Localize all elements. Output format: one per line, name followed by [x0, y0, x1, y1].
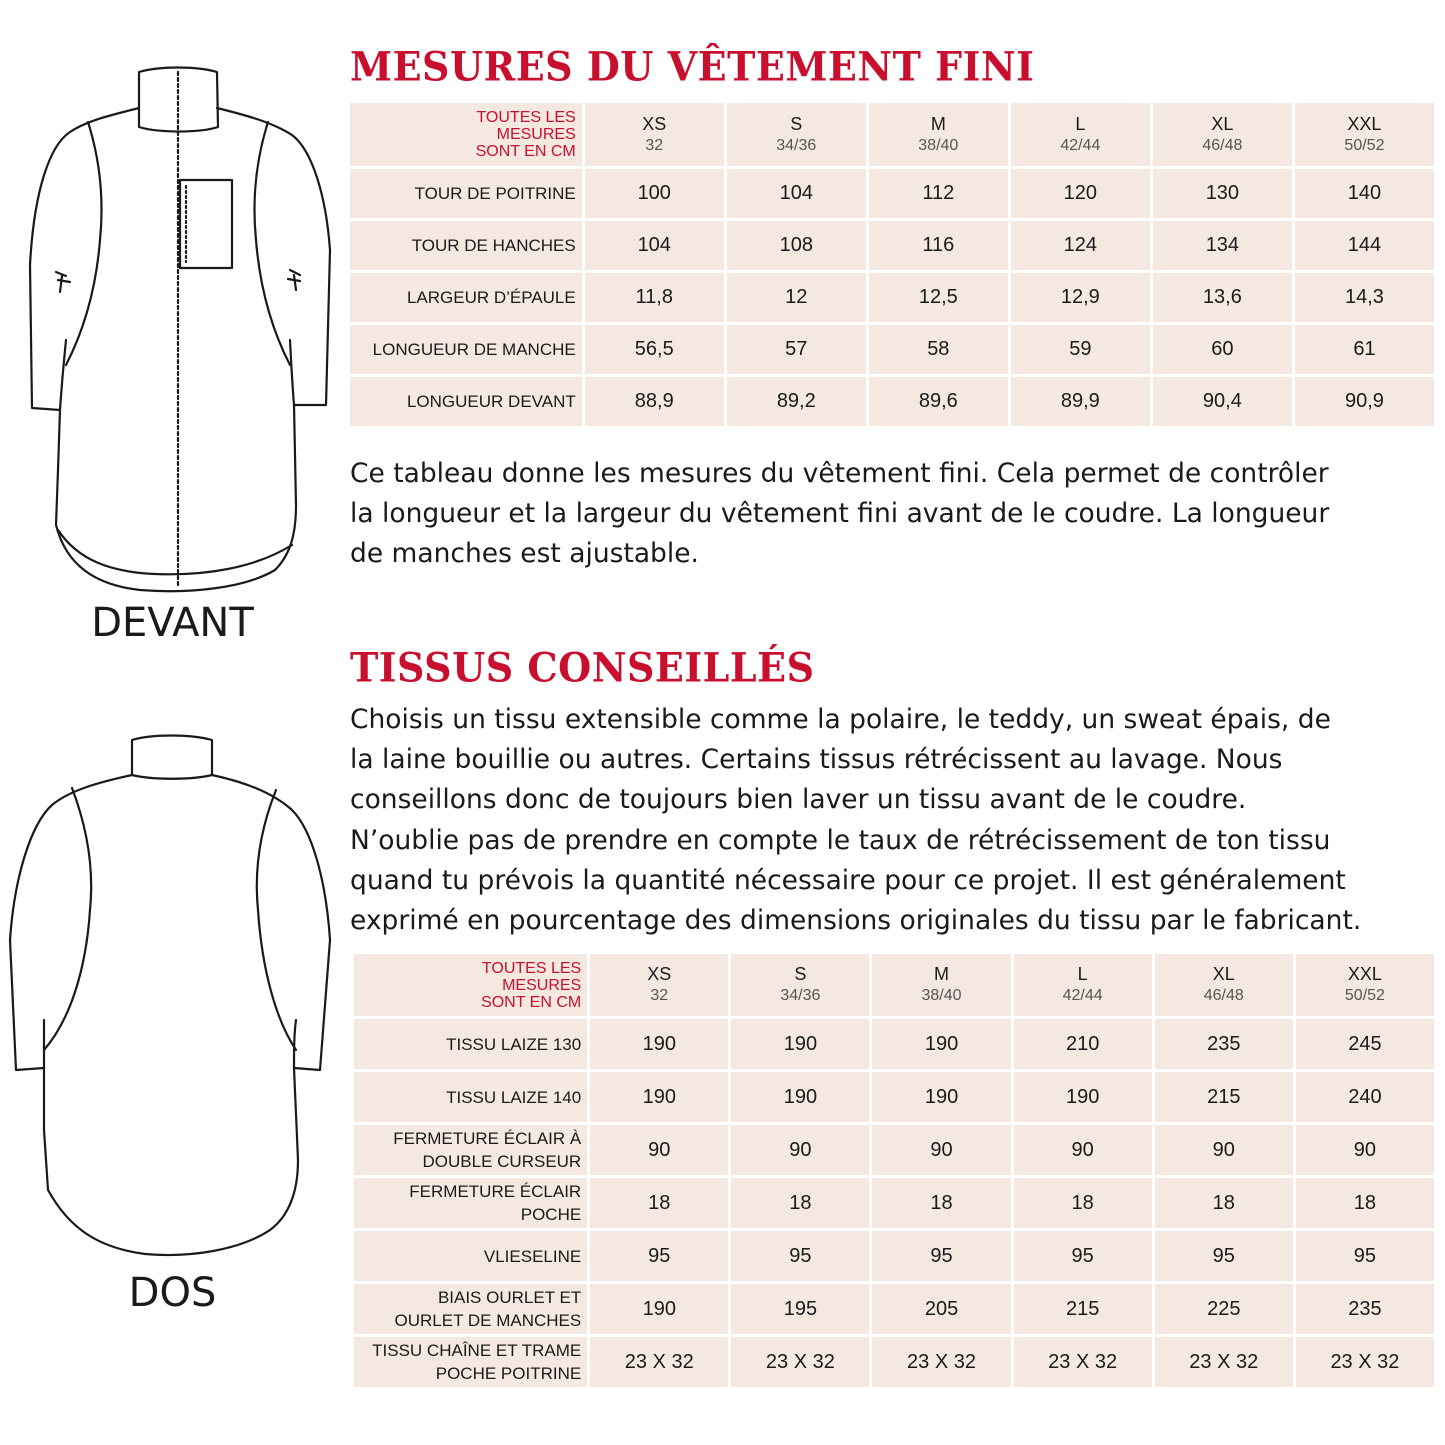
table-cell: 18 [1155, 1178, 1293, 1228]
table-cell: 18 [1296, 1178, 1434, 1228]
paragraph-line: la longueur et la largeur du vêtement fini avant de le coudre. La longueur [350, 498, 1330, 530]
table-cell: 195 [731, 1284, 869, 1334]
table-cell: 95 [1296, 1231, 1434, 1281]
size-name: XL [1211, 113, 1234, 134]
table-cell: 23 X 32 [872, 1337, 1010, 1387]
table-row [350, 325, 1434, 374]
units-note-line: TOUTES LES [481, 959, 582, 977]
table-cell: 23 X 32 [590, 1337, 728, 1387]
back-drawing [0, 730, 345, 1330]
table-cell: 95 [590, 1231, 728, 1281]
table-cell: 116 [869, 221, 1008, 270]
table-cell: 90 [1155, 1125, 1293, 1175]
table-cell: 90,4 [1153, 377, 1292, 426]
row-label-line: TISSU LAIZE 130 [446, 1034, 582, 1054]
table-cell: 18 [590, 1178, 728, 1228]
row-label [354, 1337, 587, 1387]
table-cell: 12 [727, 273, 866, 322]
row-label-line: OURLET DE MANCHES [394, 1311, 582, 1330]
table-cell: 59 [1011, 325, 1150, 374]
table-cell: 190 [731, 1019, 869, 1069]
row-label-line: DOUBLE CURSEUR [422, 1152, 582, 1171]
table-cell: 95 [1014, 1231, 1152, 1281]
size-eu: 32 [645, 136, 664, 154]
table-cell: 215 [1155, 1072, 1293, 1122]
table-cell: 235 [1155, 1019, 1293, 1069]
table-cell: 95 [872, 1231, 1010, 1281]
table-cell: 190 [590, 1284, 728, 1334]
table-cell: 57 [727, 325, 866, 374]
size-header [1153, 103, 1292, 166]
table-cell: 190 [731, 1072, 869, 1122]
size-eu: 38/40 [918, 136, 959, 154]
table-cell: 14,3 [1295, 273, 1434, 322]
table-cell: 90,9 [1295, 377, 1434, 426]
row-label [354, 1072, 587, 1122]
table-cell: 23 X 32 [731, 1337, 869, 1387]
size-eu: 50/52 [1344, 136, 1385, 154]
header-row [354, 954, 1434, 1016]
table-row [354, 1231, 1434, 1281]
table-cell: 240 [1296, 1072, 1434, 1122]
back-label: DOS [128, 1270, 217, 1316]
table-cell: 205 [872, 1284, 1010, 1334]
fabrics-heading: TISSUS CONSEILLÉS [350, 643, 815, 692]
row-label-line: TISSU CHAÎNE ET TRAME [372, 1341, 582, 1360]
size-eu: 46/48 [1202, 136, 1243, 154]
table-cell: 23 X 32 [1155, 1337, 1293, 1387]
table-cell: 90 [872, 1125, 1010, 1175]
table-cell: 144 [1295, 221, 1434, 270]
table-cell: 95 [1155, 1231, 1293, 1281]
table-row [354, 1178, 1434, 1228]
row-label-line: TOUR DE HANCHES [411, 236, 576, 255]
size-eu: 46/48 [1203, 987, 1244, 1004]
size-name: L [1077, 964, 1088, 984]
units-note-line: TOUTES LES [476, 109, 576, 126]
row-label-line: LARGEUR D’ÉPAULE [406, 288, 576, 307]
front-label: DEVANT [91, 600, 254, 646]
paragraph-line: Choisis un tissu extensible comme la polaire, le teddy, un sweat épais, de [350, 704, 1331, 735]
table-row [354, 1019, 1434, 1069]
row-label-line: FERMETURE ÉCLAIR [409, 1182, 582, 1201]
units-note-line: SONT EN CM [475, 143, 576, 160]
table-row [350, 377, 1434, 426]
row-label-line: FERMETURE ÉCLAIR À [393, 1129, 582, 1148]
size-name: M [930, 113, 946, 134]
paragraph-line: conseillons donc de toujours bien laver un tissu avant de le coudre. [350, 784, 1247, 816]
row-label-line: POCHE POITRINE [435, 1364, 582, 1383]
table-cell: 88,9 [585, 377, 724, 426]
row-label [350, 377, 582, 426]
size-name: XS [647, 964, 672, 984]
table-cell: 18 [872, 1178, 1010, 1228]
size-header [590, 954, 728, 1016]
front-drawing [0, 0, 345, 650]
paragraph-line: exprimé en pourcentage des dimensions originales du tissu par le fabricant. [350, 905, 1362, 937]
table-cell: 18 [1014, 1178, 1152, 1228]
table-cell: 140 [1295, 169, 1434, 218]
table-cell: 11,8 [585, 273, 724, 322]
units-note [354, 954, 587, 1016]
coat-front-illustration [0, 0, 345, 650]
size-eu: 42/44 [1062, 987, 1103, 1004]
coat-back-illustration [0, 730, 345, 1330]
table-cell: 95 [731, 1231, 869, 1281]
row-label [350, 169, 582, 218]
table-cell: 90 [1296, 1125, 1434, 1175]
row-label-line: BIAIS OURLET ET [437, 1288, 582, 1307]
table-cell: 100 [585, 169, 724, 218]
table-cell: 56,5 [585, 325, 724, 374]
table-cell: 23 X 32 [1296, 1337, 1434, 1387]
table-cell: 215 [1014, 1284, 1152, 1334]
table-cell: 12,5 [869, 273, 1008, 322]
row-label-line: TISSU LAIZE 140 [446, 1087, 582, 1107]
size-eu: 34/36 [776, 136, 817, 154]
table-cell: 90 [1014, 1125, 1152, 1175]
size-eu: 42/44 [1060, 136, 1101, 154]
row-label-line: POCHE [520, 1205, 582, 1224]
table-row [350, 221, 1434, 270]
table-cell: 124 [1011, 221, 1150, 270]
table-cell: 89,2 [727, 377, 866, 426]
paragraph-line: quand tu prévois la quantité nécessaire pour ce projet. Il est généralement [350, 864, 1346, 896]
row-label-line: LONGUEUR DE MANCHE [372, 340, 576, 359]
table-cell: 58 [869, 325, 1008, 374]
size-name: XXL [1347, 113, 1382, 134]
size-name: S [790, 113, 803, 134]
table-row [354, 1284, 1434, 1334]
table-cell: 104 [727, 169, 866, 218]
row-label [350, 221, 582, 270]
fabric-requirements-table [351, 951, 1437, 1390]
size-header [727, 103, 866, 166]
units-note [350, 103, 582, 166]
table-cell: 90 [590, 1125, 728, 1175]
row-label [354, 1019, 587, 1069]
table-cell: 13,6 [1153, 273, 1292, 322]
table-cell: 60 [1153, 325, 1292, 374]
paragraph-line: de manches est ajustable. [350, 538, 699, 570]
size-eu: 32 [650, 987, 669, 1004]
size-header [869, 103, 1008, 166]
units-note-line: SONT EN CM [481, 993, 582, 1011]
table-cell: 112 [869, 169, 1008, 218]
size-eu: 50/52 [1344, 987, 1385, 1004]
size-name: XL [1212, 964, 1235, 984]
row-label [354, 1125, 587, 1175]
table-cell: 130 [1153, 169, 1292, 218]
size-name: XXL [1347, 964, 1382, 984]
size-header [731, 954, 869, 1016]
size-eu: 38/40 [921, 987, 962, 1004]
table-cell: 190 [1014, 1072, 1152, 1122]
table-row [350, 273, 1434, 322]
table-row [354, 1337, 1434, 1387]
header-row [350, 103, 1434, 166]
measurements-heading: MESURES DU VÊTEMENT FINI [350, 42, 1035, 91]
size-eu: 34/36 [780, 987, 821, 1004]
size-name: S [794, 964, 807, 984]
size-name: L [1075, 113, 1086, 134]
row-label [350, 273, 582, 322]
row-label [354, 1178, 587, 1228]
measurements-paragraph [350, 454, 1440, 575]
table-row [350, 169, 1434, 218]
row-label-line: VLIESELINE [483, 1246, 582, 1266]
table-cell: 104 [585, 221, 724, 270]
table-cell: 120 [1011, 169, 1150, 218]
row-label-line: LONGUEUR DEVANT [406, 392, 576, 411]
table-cell: 89,9 [1011, 377, 1150, 426]
table-cell: 90 [731, 1125, 869, 1175]
table-cell: 18 [731, 1178, 869, 1228]
table-cell: 23 X 32 [1014, 1337, 1152, 1387]
table-cell: 134 [1153, 221, 1292, 270]
size-header [1014, 954, 1152, 1016]
paragraph-line: N’oublie pas de prendre en compte le taux de rétrécissement de ton tissu [350, 824, 1331, 856]
row-label [350, 325, 582, 374]
fabrics-paragraph [350, 700, 1440, 941]
table-cell: 245 [1296, 1019, 1434, 1069]
size-header [1296, 954, 1434, 1016]
table-cell: 190 [590, 1019, 728, 1069]
finished-measurements-table [347, 100, 1437, 429]
paragraph-line: Ce tableau donne les mesures du vêtement fini. Cela permet de contrôler [350, 458, 1329, 489]
table-cell: 12,9 [1011, 273, 1150, 322]
size-name: M [934, 964, 950, 984]
row-label [354, 1231, 587, 1281]
table-cell: 225 [1155, 1284, 1293, 1334]
size-header [872, 954, 1010, 1016]
size-header [1011, 103, 1150, 166]
units-note-line: MESURES [496, 126, 576, 143]
table-cell: 89,6 [869, 377, 1008, 426]
table-cell: 190 [872, 1019, 1010, 1069]
units-note-line: MESURES [502, 976, 582, 994]
table-cell: 108 [727, 221, 866, 270]
table-cell: 61 [1295, 325, 1434, 374]
size-header [585, 103, 724, 166]
size-name: XS [642, 113, 667, 134]
size-header [1155, 954, 1293, 1016]
table-cell: 235 [1296, 1284, 1434, 1334]
table-cell: 190 [872, 1072, 1010, 1122]
table-row [354, 1125, 1434, 1175]
row-label-line: TOUR DE POITRINE [414, 184, 576, 203]
table-cell: 190 [590, 1072, 728, 1122]
paragraph-line: la laine bouillie ou autres. Certains tissus rétrécissent au lavage. Nous [350, 744, 1283, 776]
row-label [354, 1284, 587, 1334]
table-row [354, 1072, 1434, 1122]
table-cell: 210 [1014, 1019, 1152, 1069]
size-header [1295, 103, 1434, 166]
